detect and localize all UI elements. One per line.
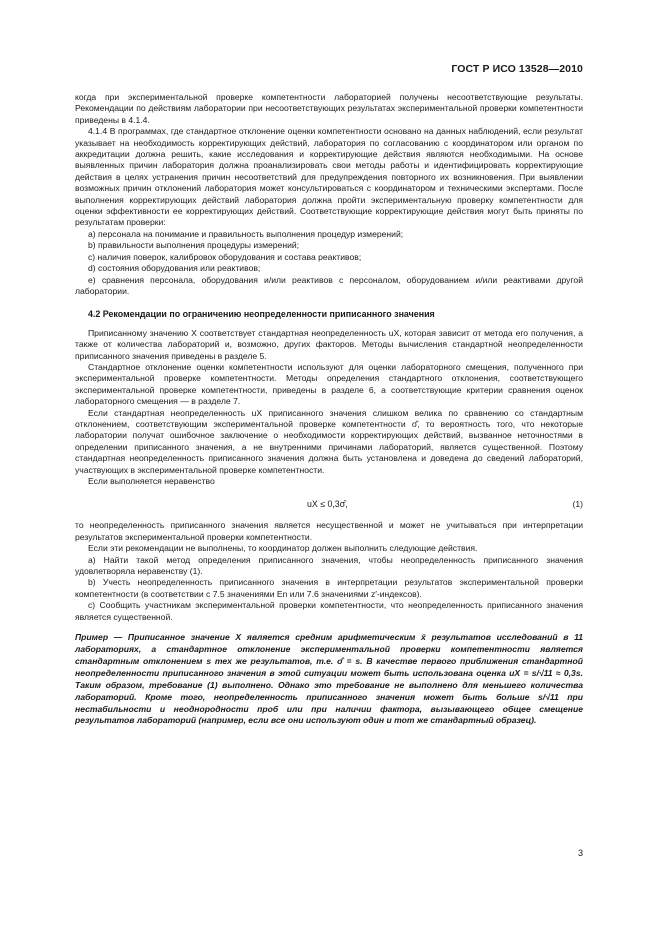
document-body	[75, 92, 583, 727]
section-paragraph-3: Если стандартная неопределенность uX приписанного значения слишком велика по сравнению со стандартным отклонением, соответствующим экспериментальной проверке компетентности σ̂, то вероятность того, что некоторые лаборатории получат ошибочное заключение о необходимости корректирующих действий, вызванное неточностями в определении приписанного значения, а не внутренними причинами лабораторий, является существенной. Поэтому стандартная неопределенность приписанного значения должна быть установлена и доведена до сведений лабораторий, участвующих в экспериментальной проверке компетентности.	[75, 407, 583, 475]
list-item-a: а) персонала на понимание и правильность выполнения процедур измерений;	[88, 228, 404, 239]
standard-header: ГОСТ Р ИСО 13528—2010	[451, 63, 583, 75]
formula-expression: uX ≤ 0,3σ̂,	[307, 499, 348, 510]
coordinator-actions-intro: Если эти рекомендации не выполнены, то координатор должен выполнить следующие действия.	[88, 543, 478, 554]
page-number: 3	[577, 848, 583, 858]
section-title: 4.2 Рекомендации по ограничению неопределенности приписанного значения	[88, 309, 435, 320]
section-paragraph-1: Приписанному значению X соответствует стандартная неопределенность uX, которая зависит от метода его получения, а также от количества лабораторий и, возможно, других факторов. Методы вычисления стандартной неопределенности приписанного значения приведены в разделе 5.	[75, 327, 583, 361]
action-b: b) Учесть неопределенность приписанного значения в интерпретации результатов экспериментальной проверки компетентности (в соответствии с 7.5 значениями En или 7.6 значениями z′-индексов).	[75, 577, 583, 599]
example-note: Пример — Приписанное значение X является средним арифметическим x̄ результатов исследований в 11 лабораториях, а стандартное отклонение экспериментальной проверки компетентности является стандартным отклонением s тех же результатов, т.е. σ̂ = s. В качестве первого приближения стандартной неопределенности приписанного значения в этой ситуации может быть использована оценка uX = s/√11 ≈ 0,3s. Таким образом, требование (1) выполнено. Однако это требование не выполнено для меньшего количества лабораторий. Кроме того, неопределенность приписанного значения может быть больше s/√11 при нестабильности и неоднородности проб или при наличии фактора, вызывающего общее смещение результатов лабораторий (например, если все они используют один и тот же стандартный образец).	[75, 632, 583, 726]
formula-1	[75, 494, 583, 516]
document-page	[75, 0, 583, 936]
list-item-b: b) правильности выполнения процедуры измерений;	[88, 240, 300, 251]
section-paragraph-4: Если выполняется неравенство	[88, 476, 215, 486]
list-item-e: e) сравнения персонала, оборудования и/или реактивов с персоналом, оборудованием и/или реактивами другой лаборатории.	[75, 274, 583, 296]
formula-number: (1)	[572, 499, 583, 510]
section-paragraph-2: Стандартное отклонение оценки компетентности используют для оценки лабораторного смещения, полученного при экспериментальной проверке компетентности. Методы определения стандартного отклонения, соответствующего экспериментальной проверке компетентности, приведены в разделе 6, а соответствующие критерии сравнения оценок лабораторного смещения — в разделе 7.	[75, 361, 583, 407]
after-formula-paragraph: то неопределенность приписанного значения является несущественной и может не учитываться при интерпретации результатов экспериментальной проверки компетентности.	[75, 520, 583, 542]
action-c: c) Сообщить участникам экспериментальной проверки компетентности, что неопределенность приписанного значения является существенной.	[75, 600, 583, 622]
action-a: a) Найти такой метод определения приписанного значения, чтобы неопределенность приписанного значения удовлетворяла неравенству (1).	[75, 554, 583, 577]
list-item-d: d) состояния оборудования или реактивов;	[88, 263, 261, 274]
intro-paragraph-2: 4.1.4 В программах, где стандартное отклонение оценки компетентности основано на данных наблюдений, если результат указывает на необходимость корректирующих действий, лаборатория по согласованию с координатором или органом по аккредитации должна решить, какие исследования и корректирующие действия являются необходимыми. На основе выявленных причин лаборатория должна проанализировать свои методы работы и идентифицировать корректирующие действия в целях устранения причин несоответствий для предупреждения повторного их возникновения. При выявлении возможных причин отклонений лаборатория может консультироваться с координатором и техническими экспертами. После выполнения корректирующих действий лаборатория должна пройти экспериментальную проверку компетентности для оценки эффективности ее корректирующих действий. Соответствующие корректирующие действия могут быть приняты по результатам проверки:	[75, 126, 583, 228]
list-item-c: c) наличия поверок, калибровок оборудования и состава реактивов;	[88, 251, 362, 262]
intro-paragraph-1: когда при экспериментальной проверке компетентности лабораторией получены несоответствующие результаты. Рекомендации по действиям лаборатории при несоответствующих результатах экспериментальной проверки компетентности приведены в 4.1.4.	[75, 92, 583, 125]
